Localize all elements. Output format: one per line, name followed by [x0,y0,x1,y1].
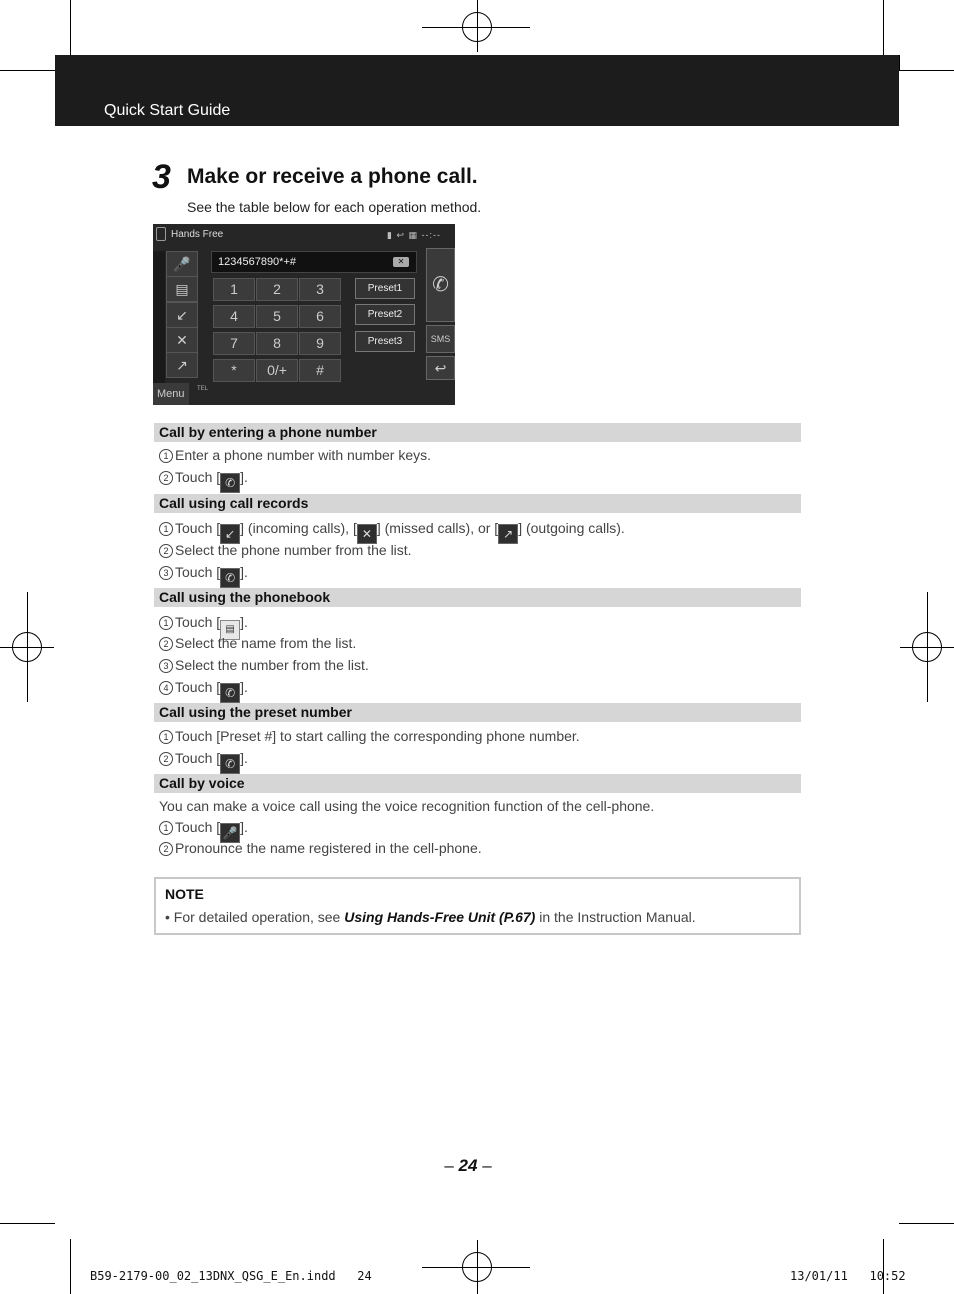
instruction-line: 4 Touch [ ✆ ]. [159,677,248,697]
preset-button[interactable]: Preset3 [355,331,415,352]
number-display[interactable]: 1234567890*+# [211,251,417,273]
step-circle: 2 [159,637,173,651]
step-subtitle: See the table below for each operation method. [187,199,482,215]
footer-date: 13/01/11 10:52 [790,1269,906,1283]
outgoing-call-button[interactable] [166,352,198,378]
step-circle: 1 [159,616,173,630]
key[interactable]: 9 [299,332,341,355]
screen-title: Hands Free [171,229,224,240]
incoming-call-icon: ↙ [220,524,240,544]
phonebook-icon: ▤ [220,620,240,640]
phonebook-button[interactable] [166,276,198,302]
note-box [154,877,801,935]
key[interactable]: 4 [213,305,255,328]
instruction-intro: You can make a voice call using the voice recognition function of the cell-phone. [159,798,655,814]
instruction-line: 2 Touch [ ✆ ]. [159,467,248,487]
page-number: – 24 – [444,1156,492,1175]
instruction-line: 3 Touch [ ✆ ]. [159,562,248,582]
step-circle: 2 [159,471,173,485]
step-circle: 1 [159,449,173,463]
registration-mark-right [927,592,928,702]
step-circle: 3 [159,566,173,580]
section-heading: Call by voice [154,774,801,793]
voice-button[interactable] [166,251,198,277]
section-heading: Call using the phonebook [154,588,801,607]
step-circle: 1 [159,821,173,835]
section-heading: Call by entering a phone number [154,423,801,442]
phone-icon: ✆ [220,683,240,703]
key[interactable]: 8 [256,332,298,355]
key[interactable]: 2 [256,278,298,301]
key[interactable]: 6 [299,305,341,328]
crop-mark [70,1239,71,1294]
voice-icon: 🎤 [173,256,191,272]
manual-reference: Using Hands-Free Unit (P.67) [344,909,536,925]
instruction-line: 1 Touch [ 🎤 ]. [159,817,248,837]
keypad [213,278,345,382]
missed-call-icon: ✕ [357,524,377,544]
incoming-call-icon: ↙ [176,307,188,323]
hands-free-screen [153,224,455,405]
key[interactable]: 5 [256,305,298,328]
instruction-line: 3 Select the number from the list. [159,655,369,675]
crop-mark [899,70,954,71]
instruction-line: 2 Select the name from the list. [159,633,356,653]
step-title: Make or receive a phone call. [187,165,478,188]
footer-file: B59-2179-00_02_13DNX_QSG_E_En.indd 24 [90,1269,372,1283]
phone-icon: ✆ [220,473,240,493]
section-heading: Call using the preset number [154,703,801,722]
voice-icon: 🎤 [220,823,240,843]
registration-mark-top [477,0,478,52]
step-circle: 1 [159,522,173,536]
step-circle: 4 [159,681,173,695]
crop-mark [0,1223,55,1224]
header-title: Quick Start Guide [104,102,231,119]
instruction-line: 1 Touch [Preset #] to start calling the corresponding phone number. [159,726,580,746]
key[interactable]: 7 [213,332,255,355]
backspace-icon[interactable]: ✕ [393,257,409,267]
phone-status-icon [156,227,166,241]
outgoing-call-icon: ↗ [176,357,188,373]
step-circle: 2 [159,544,173,558]
step-circle: 2 [159,752,173,766]
screen-scrollbar[interactable] [153,251,165,383]
missed-call-button[interactable] [166,327,198,353]
note-text: • For detailed operation, see Using Hands-Free Unit (P.67) in the Instruction Manual. [165,909,696,925]
outgoing-call-icon: ↗ [498,524,518,544]
instruction-line: 1 Touch [ ↙ ] (incoming calls), [ ✕ ] (missed calls), or [ ↗ ] (outgoing calls). [159,518,625,538]
key[interactable]: # [299,359,341,382]
key[interactable]: 1 [213,278,255,301]
registration-mark-left [27,592,28,702]
instruction-line: 2 Pronounce the name registered in the cell-phone. [159,838,482,858]
key[interactable]: 0/+ [256,359,298,382]
status-indicators: ▮ ↩ ▦ --:-- [387,230,441,240]
note-heading: NOTE [165,886,204,902]
step-circle: 3 [159,659,173,673]
key[interactable]: 3 [299,278,341,301]
preset-button[interactable]: Preset2 [355,304,415,325]
crop-mark [70,0,71,55]
missed-call-icon: ✕ [176,332,188,348]
phone-icon: ✆ [220,754,240,774]
instruction-line: 2 Select the phone number from the list. [159,540,412,560]
crop-mark [899,1223,954,1224]
registration-mark-top [422,27,530,28]
registration-mark-bottom [422,1267,530,1268]
sms-button[interactable]: SMS [426,325,455,353]
instruction-line: 1 Touch [ ▤ ]. [159,612,248,632]
step-number: 3 [152,158,171,196]
phone-icon: ✆ [220,568,240,588]
phone-icon: ✆ [432,274,449,296]
incoming-call-button[interactable] [166,302,198,328]
crop-mark [883,0,884,55]
crop-mark [899,55,900,70]
key[interactable]: * [213,359,255,382]
instruction-line: 2 Touch [ ✆ ]. [159,748,248,768]
back-button[interactable] [426,356,455,380]
crop-mark [883,1239,884,1294]
crop-mark [0,70,55,71]
tel-label: TEL [197,386,209,392]
instruction-line: 1 Enter a phone number with number keys. [159,445,431,465]
back-arrow-icon: ↩ [434,360,447,376]
call-button[interactable] [426,248,455,322]
menu-button[interactable]: Menu [153,383,189,405]
registration-mark-bottom [477,1240,478,1294]
preset-button[interactable]: Preset1 [355,278,415,299]
phonebook-icon: ▤ [175,281,189,297]
step-circle: 1 [159,730,173,744]
step-circle: 2 [159,842,173,856]
section-heading: Call using call records [154,494,801,513]
